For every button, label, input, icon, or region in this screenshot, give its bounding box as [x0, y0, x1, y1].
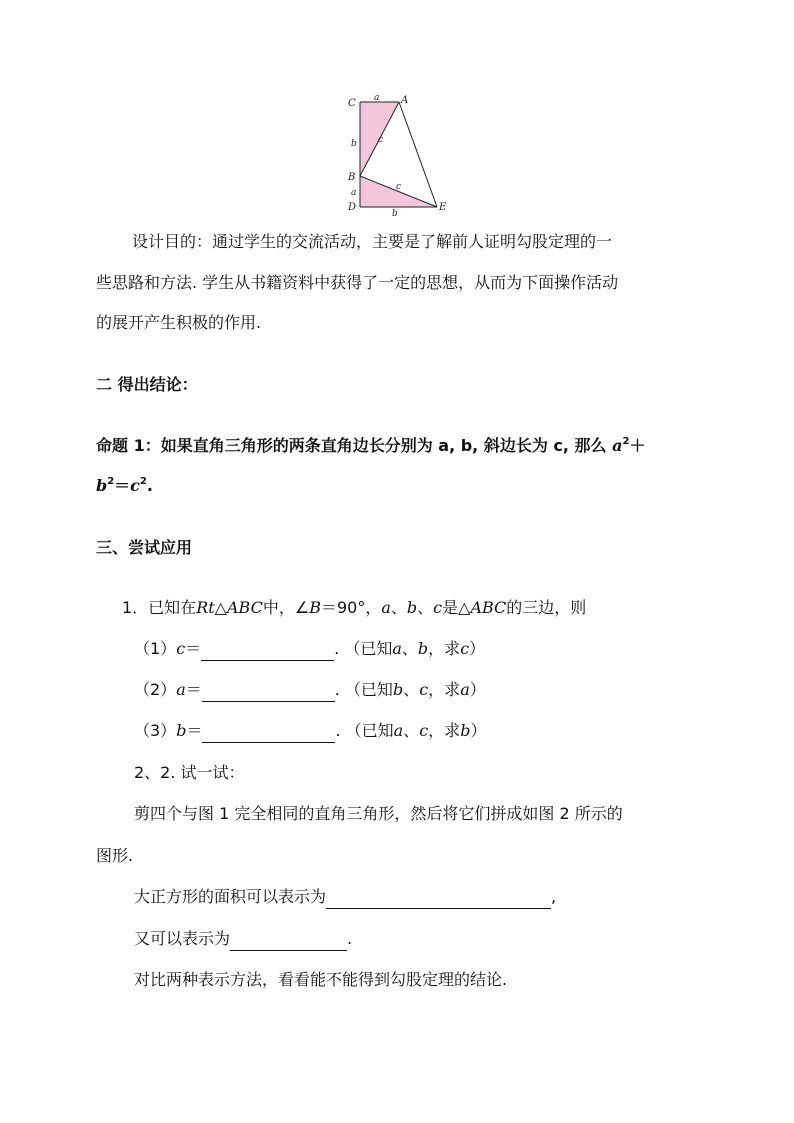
label-side-a-top: a — [374, 93, 380, 103]
question-1: 1．已知在Rt△ABC中，∠B＝90°，a、b、c是△ABC的三边，则 — [122, 598, 587, 617]
question-2-area: 大正方形的面积可以表示为 , — [134, 887, 556, 909]
label-vertex-e: E — [439, 202, 447, 213]
answer-blank-area[interactable] — [326, 888, 551, 909]
trapezoid-figure — [336, 86, 456, 216]
label-vertex-d: D — [348, 202, 357, 213]
label-vertex-a: A — [401, 95, 409, 106]
question-2-line-1: 剪四个与图 1 完全相同的直角三角形，然后将它们拼成如图 2 所示的 — [134, 804, 623, 823]
side-ae — [399, 102, 437, 207]
a-squared: $a^2$ — [612, 436, 630, 455]
label-vertex-c: C — [348, 98, 356, 109]
question-2-compare: 对比两种表示方法，看看能不能得到勾股定理的结论. — [134, 970, 508, 989]
proposition-1-line-1 — [96, 436, 645, 456]
equals-sign: ＝ — [114, 476, 131, 495]
proposition-1-line-2: $b^2=c^2$. — [96, 476, 153, 495]
label-side-b-left: b — [351, 139, 357, 149]
design-purpose-line-1: 设计目的：通过学生的交流活动，主要是了解前人证明勾股定理的一 — [132, 232, 613, 251]
answer-blank-alt[interactable] — [230, 930, 347, 951]
label-side-a-left: a — [351, 188, 357, 198]
design-purpose-line-3: 的展开产生积极的作用. — [96, 313, 262, 332]
label-side-c-lower: c — [396, 182, 402, 192]
section-3-heading: 三、尝试应用 — [96, 538, 193, 557]
question-2-title: 2、2. 试一试： — [134, 763, 245, 782]
question-2-line-2: 图形. — [96, 846, 134, 865]
question-2-alt: 又可以表示为 . — [134, 929, 352, 951]
design-purpose-line-2: 些思路和方法. 学生从书籍资料中获得了一定的思想，从而为下面操作活动 — [96, 273, 619, 292]
c-squared: $c^2$ — [130, 476, 147, 495]
b-squared: $b^2$ — [96, 476, 115, 495]
label-vertex-b: B — [348, 172, 356, 183]
plus-sign: ＋ — [629, 436, 646, 455]
answer-blank-c[interactable] — [201, 640, 334, 661]
label-side-b-bottom: b — [392, 209, 398, 216]
answer-blank-a[interactable] — [202, 681, 335, 702]
section-2-heading: 二 得出结论： — [96, 375, 198, 394]
answer-blank-b[interactable] — [202, 722, 335, 743]
pythagoras-trapezoid-diagram — [336, 86, 456, 216]
proposition-1-text: 命题 1：如果直角三角形的两条直角边长分别为 a, b, 斜边长为 c, 那么 — [96, 436, 607, 455]
label-side-c-upper: c — [378, 135, 384, 145]
sub-question-1: （1）c＝ . （已知a、b，求c） — [134, 639, 485, 661]
sub-question-3: （3）b＝ . （已知a、c，求b） — [134, 721, 486, 743]
sub-question-2: （2）a＝ . （已知b、c，求a） — [134, 680, 486, 702]
